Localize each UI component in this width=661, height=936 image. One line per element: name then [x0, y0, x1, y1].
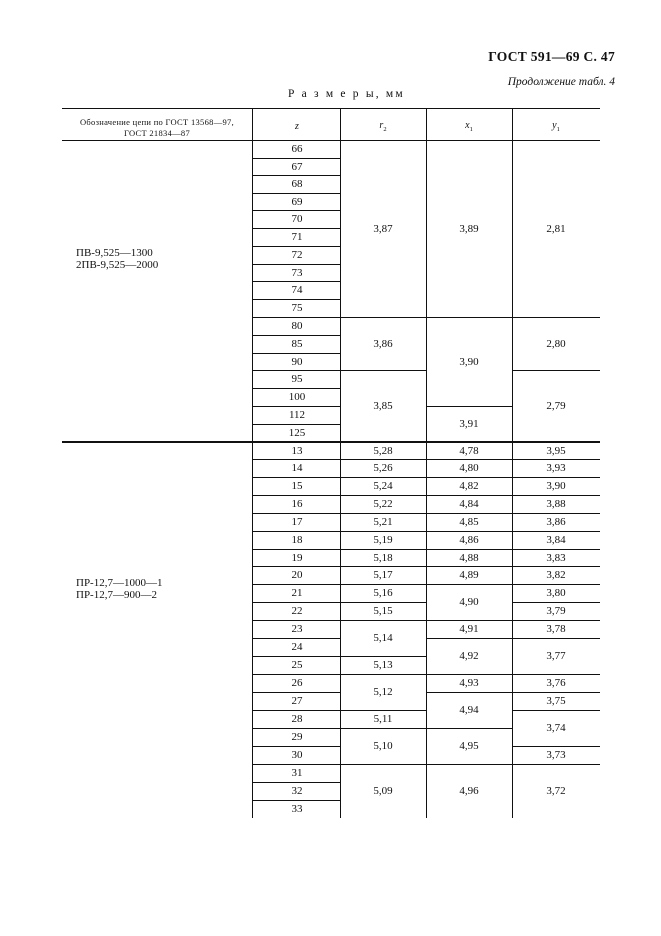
- table-rule: [340, 531, 426, 532]
- x1-value-cell: 3,90: [459, 355, 479, 368]
- table-rule: [340, 495, 426, 496]
- header-x1-subscript: 1: [469, 126, 473, 133]
- table-rule: [426, 108, 427, 818]
- dimensions-label: Р а з м е р ы, мм: [288, 88, 405, 100]
- table-rule: [252, 335, 340, 336]
- table-continuation-label: Продолжение табл. 4: [507, 76, 615, 88]
- chain-pr-127-900-2: ПР-12,7—900—2: [76, 589, 157, 601]
- z-value-cell: 15: [291, 480, 303, 492]
- header-y1: [552, 120, 560, 136]
- r2-value-cell: 5,26: [373, 462, 393, 474]
- table-rule: [512, 566, 600, 567]
- table-rule: [252, 800, 340, 801]
- r2-value-cell: 5,13: [373, 659, 393, 671]
- r2-value-cell: 3,87: [373, 222, 393, 235]
- x1-value-cell: 4,92: [459, 650, 479, 662]
- table-rule: [426, 620, 512, 621]
- z-value-cell: 70: [291, 213, 303, 225]
- table-rule: [252, 620, 340, 621]
- table-rule: [512, 317, 600, 318]
- y1-value-cell: 3,79: [546, 605, 566, 617]
- header-chain-line-2: ГОСТ 21834—87: [123, 128, 191, 138]
- x1-value-cell: 4,96: [459, 785, 479, 797]
- z-value-cell: 90: [291, 355, 303, 368]
- table-rule: [252, 692, 340, 693]
- table-rule: [252, 459, 340, 460]
- z-value-cell: 14: [291, 462, 303, 474]
- table-rule: [426, 584, 512, 585]
- table-rule: [252, 728, 340, 729]
- table-rule: [252, 513, 340, 514]
- table-rule: [426, 477, 512, 478]
- table-rule: [512, 370, 600, 371]
- r2-value-cell: 5,18: [373, 551, 393, 564]
- table-rule: [252, 531, 340, 532]
- table-rule: [340, 728, 426, 729]
- r2-value-cell: 5,15: [373, 605, 393, 617]
- x1-value-cell: 4,78: [459, 444, 479, 457]
- z-value-cell: 33: [291, 803, 303, 815]
- table-rule: [340, 674, 426, 675]
- z-value-cell: 20: [291, 569, 303, 581]
- z-value-cell: 68: [291, 178, 303, 190]
- y1-value-cell: 3,95: [546, 444, 566, 457]
- x1-value-cell: 4,94: [459, 704, 479, 716]
- x1-value-cell: 4,84: [459, 498, 479, 510]
- table-rule: [426, 406, 512, 407]
- table-rule: [512, 108, 513, 818]
- table-rule: [426, 728, 512, 729]
- table-rule: [426, 674, 512, 675]
- x1-value-cell: 3,91: [459, 417, 479, 430]
- r2-value-cell: 5,14: [373, 632, 393, 644]
- z-value-cell: 95: [291, 373, 303, 385]
- header-r2-subscript: 2: [383, 126, 387, 133]
- x1-value-cell: 4,86: [459, 534, 479, 546]
- table-rule: [512, 549, 600, 550]
- table-rule: [252, 710, 340, 711]
- table-rule: [252, 108, 253, 818]
- z-value-cell: 75: [291, 302, 303, 314]
- z-value-cell: 17: [291, 516, 303, 528]
- z-value-cell: 27: [291, 695, 303, 707]
- r2-value-cell: 5,28: [373, 444, 393, 457]
- x1-value-cell: 3,89: [459, 222, 479, 235]
- table-rule: [340, 513, 426, 514]
- z-value-cell: 71: [291, 231, 303, 243]
- header-x1: [465, 120, 473, 136]
- header-y1-subscript: 1: [556, 126, 560, 133]
- header-y1-symbol: y: [552, 120, 557, 131]
- header-z: z: [295, 121, 299, 132]
- table-rule: [252, 317, 340, 318]
- table-rule: [252, 566, 340, 567]
- table-rule: [426, 531, 512, 532]
- x1-value-cell: 4,90: [459, 596, 479, 608]
- table-rule: [426, 549, 512, 550]
- table-rule: [252, 175, 340, 176]
- table-rule: [252, 406, 340, 407]
- r2-value-cell: 5,19: [373, 534, 393, 546]
- table-rule: [252, 656, 340, 657]
- table-rule: [340, 477, 426, 478]
- y1-value-cell: 3,80: [546, 587, 566, 599]
- table-rule: [340, 317, 426, 318]
- table-rule: [62, 441, 600, 443]
- y1-value-cell: 3,88: [546, 498, 566, 510]
- table-rule: [340, 584, 426, 585]
- table-rule: [340, 108, 341, 818]
- z-value-cell: 31: [291, 767, 303, 779]
- table-rule: [252, 674, 340, 675]
- r2-value-cell: 5,12: [373, 686, 393, 698]
- table-rule: [512, 746, 600, 747]
- chain-pr-127-1000-1: ПР-12,7—1000—1: [76, 577, 163, 589]
- table-rule: [252, 158, 340, 159]
- table-rule: [426, 495, 512, 496]
- header-x1-symbol: x: [465, 120, 470, 131]
- z-value-cell: 16: [291, 498, 303, 510]
- y1-value-cell: 3,90: [546, 480, 566, 492]
- table-rule: [512, 692, 600, 693]
- table-rule: [340, 620, 426, 621]
- table-rule: [426, 317, 512, 318]
- table-rule: [252, 764, 340, 765]
- y1-value-cell: 3,76: [546, 677, 566, 689]
- z-value-cell: 29: [291, 731, 303, 743]
- y1-value-cell: 3,74: [546, 722, 566, 734]
- z-value-cell: 22: [291, 605, 303, 617]
- z-value-cell: 73: [291, 266, 303, 279]
- y1-value-cell: 2,80: [546, 337, 566, 350]
- r2-value-cell: 5,09: [373, 785, 393, 797]
- data-table: [62, 108, 600, 818]
- r2-value-cell: 5,17: [373, 569, 393, 581]
- z-value-cell: 72: [291, 249, 303, 261]
- y1-value-cell: 2,81: [546, 222, 566, 235]
- table-rule: [252, 193, 340, 194]
- x1-value-cell: 4,95: [459, 740, 479, 752]
- table-rule: [252, 602, 340, 603]
- z-value-cell: 69: [291, 195, 303, 208]
- table-rule: [252, 424, 340, 425]
- y1-value-cell: 3,84: [546, 534, 566, 546]
- table-rule: [252, 353, 340, 354]
- table-rule: [340, 459, 426, 460]
- table-rule: [252, 299, 340, 300]
- x1-value-cell: 4,91: [459, 623, 479, 635]
- y1-value-cell: 3,93: [546, 462, 566, 474]
- z-value-cell: 26: [291, 677, 303, 689]
- z-value-cell: 85: [291, 338, 303, 350]
- z-value-cell: 19: [291, 551, 303, 564]
- r2-value-cell: 5,21: [373, 516, 393, 528]
- table-rule: [340, 602, 426, 603]
- z-value-cell: 32: [291, 785, 303, 797]
- y1-value-cell: 3,86: [546, 516, 566, 528]
- table-rule: [340, 566, 426, 567]
- table-rule: [252, 477, 340, 478]
- y1-value-cell: 2,79: [546, 399, 566, 412]
- chain-pv-9525-1300: ПВ-9,525—1300: [76, 247, 153, 259]
- z-value-cell: 28: [291, 713, 303, 725]
- table-rule: [340, 370, 426, 371]
- table-rule: [252, 370, 340, 371]
- y1-value-cell: 3,82: [546, 569, 566, 581]
- z-value-cell: 66: [291, 143, 303, 155]
- table-rule: [512, 495, 600, 496]
- table-rule: [426, 566, 512, 567]
- z-value-cell: 25: [291, 659, 303, 671]
- table-rule: [252, 549, 340, 550]
- y1-value-cell: 3,78: [546, 623, 566, 635]
- table-rule: [340, 764, 426, 765]
- table-rule: [340, 710, 426, 711]
- table-rule: [252, 782, 340, 783]
- y1-value-cell: 3,83: [546, 551, 566, 564]
- table-rule: [512, 620, 600, 621]
- table-rule: [252, 246, 340, 247]
- table-rule: [252, 281, 340, 282]
- table-rule: [512, 764, 600, 765]
- z-value-cell: 24: [291, 641, 303, 653]
- chain-2pv-9525-2000: 2ПВ-9,525—2000: [76, 259, 159, 271]
- table-rule: [512, 477, 600, 478]
- z-value-cell: 100: [288, 391, 306, 403]
- r2-value-cell: 5,22: [373, 498, 393, 510]
- table-rule: [252, 746, 340, 747]
- header-r2: [379, 120, 386, 136]
- r2-value-cell: 5,16: [373, 587, 393, 599]
- x1-value-cell: 4,93: [459, 677, 479, 689]
- table-rule: [252, 228, 340, 229]
- table-rule: [62, 140, 600, 141]
- chain-designation-group-1: [76, 247, 158, 271]
- table-rule: [512, 513, 600, 514]
- table-rule: [426, 764, 512, 765]
- x1-value-cell: 4,85: [459, 516, 479, 528]
- r2-value-cell: 5,10: [373, 740, 393, 752]
- page-header: ГОСТ 591—69 С. 47: [488, 49, 615, 64]
- y1-value-cell: 3,73: [546, 749, 566, 761]
- table-rule: [512, 674, 600, 675]
- y1-value-cell: 3,75: [546, 695, 566, 707]
- header-r2-symbol: r: [379, 120, 384, 131]
- r2-value-cell: 5,24: [373, 480, 393, 492]
- table-rule: [62, 108, 600, 109]
- table-rule: [252, 264, 340, 265]
- table-rule: [512, 638, 600, 639]
- z-value-cell: 30: [291, 749, 303, 761]
- z-value-cell: 23: [291, 623, 303, 635]
- table-rule: [252, 584, 340, 585]
- table-rule: [426, 459, 512, 460]
- z-value-cell: 67: [291, 160, 303, 173]
- x1-value-cell: 4,89: [459, 569, 479, 581]
- header-chain-line-1: Обозначение цепи по ГОСТ 13568—97,: [79, 117, 235, 127]
- z-value-cell: 21: [291, 587, 303, 599]
- table-rule: [252, 388, 340, 389]
- table-rule: [252, 210, 340, 211]
- x1-value-cell: 4,82: [459, 480, 479, 492]
- table-rule: [512, 584, 600, 585]
- table-rule: [252, 638, 340, 639]
- table-rule: [252, 495, 340, 496]
- table-rule: [426, 513, 512, 514]
- table-rule: [426, 692, 512, 693]
- z-value-cell: 112: [288, 409, 306, 421]
- y1-value-cell: 3,77: [546, 650, 566, 662]
- z-value-cell: 74: [291, 284, 303, 296]
- table-rule: [340, 549, 426, 550]
- y1-value-cell: 3,72: [546, 785, 566, 797]
- table-rule: [426, 638, 512, 639]
- r2-value-cell: 3,85: [373, 399, 393, 412]
- x1-value-cell: 4,80: [459, 462, 479, 474]
- table-rule: [512, 602, 600, 603]
- r2-value-cell: 5,11: [373, 713, 393, 725]
- z-value-cell: 13: [291, 444, 303, 457]
- r2-value-cell: 3,86: [373, 337, 393, 350]
- chain-designation-group-2: [76, 577, 162, 601]
- x1-value-cell: 4,88: [459, 551, 479, 564]
- z-value-cell: 80: [291, 320, 303, 332]
- table-rule: [340, 656, 426, 657]
- z-value-cell: 125: [288, 426, 306, 439]
- table-rule: [512, 459, 600, 460]
- table-rule: [512, 531, 600, 532]
- z-value-cell: 18: [291, 534, 303, 546]
- header-chain-designation: [62, 117, 252, 139]
- table-rule: [512, 710, 600, 711]
